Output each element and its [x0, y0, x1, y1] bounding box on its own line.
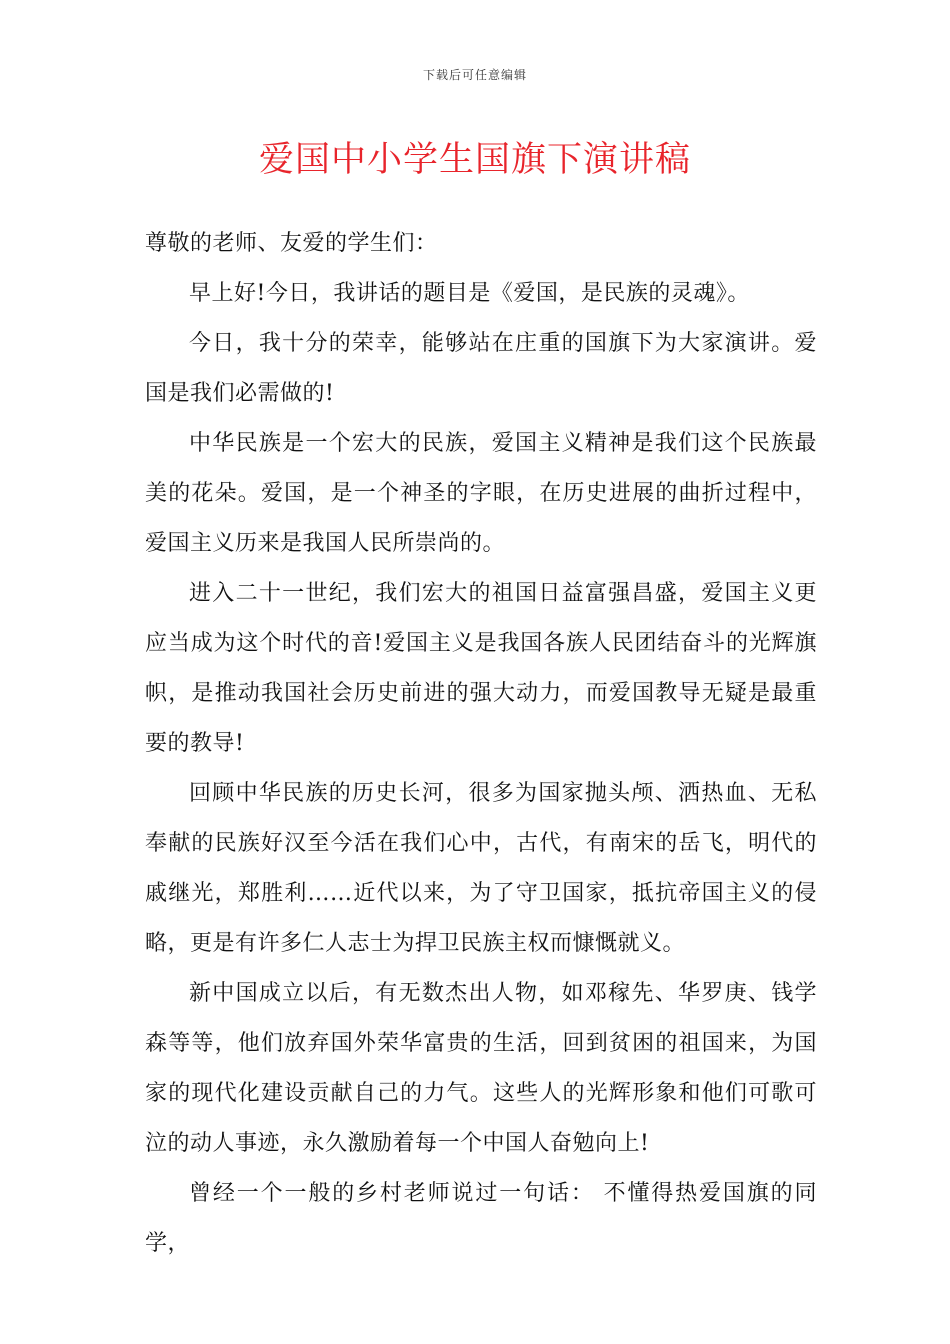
document-body	[145, 219, 817, 1269]
document-title: 爱国中小学生国旗下演讲稿	[258, 140, 691, 180]
paragraph: 中华民族是一个宏大的民族，爱国主义精神是我们这个民族最美的花朵。爱国，是一个神圣的字眼，在历史进展的曲折过程中，爱国主义历来是我国人民所崇尚的。	[145, 431, 817, 556]
paragraph: 回顾中华民族的历史长河，很多为国家抛头颅、洒热血、无私奉献的民族好汉至今活在我们心中，古代，有南宋的岳飞，明代的戚继光，郑胜利……近代以来，为了守卫国家，抵抗帝国主义的侵略，更是有许多仁人志士为捍卫民族主权而慷慨就义。	[145, 781, 817, 956]
paragraph: 新中国成立以后，有无数杰出人物，如邓稼先、华罗庚、钱学森等等，他们放弃国外荣华富贵的生活，回到贫困的祖国来，为国家的现代化建设贡献自己的力气。这些人的光辉形象和他们可歌可泣的动人事迹，永久激励着每一个中国人奋勉向上!	[145, 981, 817, 1156]
header-note: 下载后可任意编辑	[422, 68, 527, 82]
salutation: 尊敬的老师、友爱的学生们：	[145, 231, 438, 256]
paragraph: 曾经一个一般的乡村老师说过一句话： 不懂得热爱国旗的同学，	[145, 1181, 817, 1256]
paragraph: 今日，我十分的荣幸，能够站在庄重的国旗下为大家演讲。爱国是我们必需做的!	[145, 331, 817, 406]
paragraph: 早上好!今日，我讲话的题目是《爱国，是民族的灵魂》。	[189, 281, 750, 306]
paragraph: 进入二十一世纪，我们宏大的祖国日益富强昌盛，爱国主义更应当成为这个时代的音!爱国主义是我国各族人民团结奋斗的光辉旗帜，是推动我国社会历史前进的强大动力，而爱国教导无疑是最重要的教导!	[145, 581, 817, 756]
